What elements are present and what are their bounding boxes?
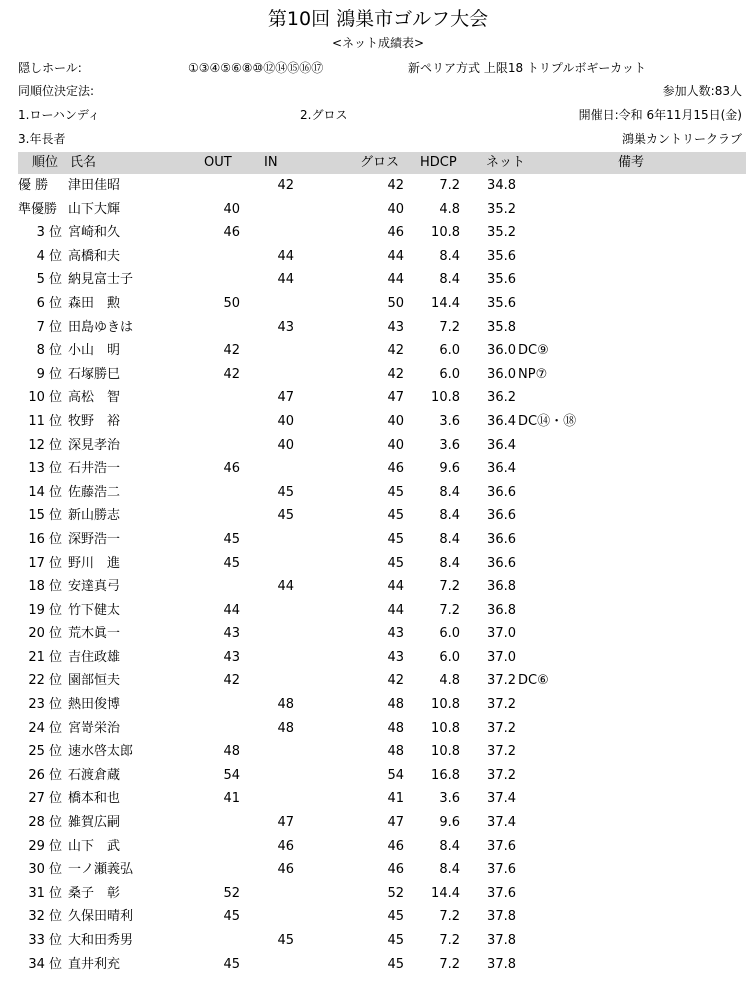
rank-cell: 13 位 bbox=[28, 461, 62, 477]
name-cell: 宮嵜栄治 bbox=[68, 720, 121, 736]
net-score-cell: 36.6 bbox=[487, 531, 516, 547]
rank-cell: 19 位 bbox=[28, 602, 62, 618]
table-row bbox=[18, 575, 746, 599]
net-score-cell: 36.8 bbox=[487, 602, 516, 618]
out-score-cell: 43 bbox=[223, 649, 240, 665]
table-row bbox=[18, 174, 746, 198]
gross-score-cell: 45 bbox=[387, 531, 404, 547]
gross-score-cell: 52 bbox=[387, 885, 404, 901]
name-cell: 高橋和夫 bbox=[68, 248, 121, 264]
header-out: OUT bbox=[204, 155, 232, 170]
name-cell: 荒木眞一 bbox=[68, 626, 121, 642]
rank-cell: 9 位 bbox=[36, 366, 62, 382]
gross-score-cell: 42 bbox=[387, 343, 404, 359]
in-score-cell: 44 bbox=[277, 272, 294, 288]
in-score-cell: 45 bbox=[277, 484, 294, 500]
hdcp-cell: 6.0 bbox=[439, 343, 460, 359]
net-score-cell: 37.2 bbox=[487, 767, 516, 783]
gross-score-cell: 40 bbox=[387, 413, 404, 429]
hdcp-cell: 8.4 bbox=[439, 862, 460, 878]
in-score-cell: 47 bbox=[277, 390, 294, 406]
rank-cell: 10 位 bbox=[28, 390, 62, 406]
rank-cell: 準優勝 bbox=[18, 201, 58, 217]
gross-score-cell: 48 bbox=[387, 744, 404, 760]
header-net: ネット bbox=[486, 155, 526, 170]
net-score-cell: 37.6 bbox=[487, 885, 516, 901]
venue-name: 鴻巣カントリークラブ bbox=[621, 132, 742, 146]
net-score-cell: 35.6 bbox=[487, 248, 516, 264]
net-score-cell: 36.0 bbox=[487, 343, 516, 359]
in-score-cell: 45 bbox=[277, 933, 294, 948]
table-row bbox=[18, 599, 746, 623]
note-cell: DC⑭・⑱ bbox=[518, 413, 577, 429]
net-score-cell: 36.6 bbox=[487, 555, 516, 571]
gross-score-cell: 44 bbox=[387, 579, 404, 595]
in-score-cell: 44 bbox=[277, 579, 294, 595]
in-score-cell: 48 bbox=[277, 720, 294, 736]
table-row bbox=[18, 481, 746, 505]
name-cell: 津田佳昭 bbox=[68, 178, 121, 193]
hdcp-cell: 8.4 bbox=[439, 508, 460, 524]
table-row bbox=[18, 953, 746, 977]
gross-score-cell: 44 bbox=[387, 602, 404, 618]
name-cell: 直井利充 bbox=[68, 956, 121, 972]
out-score-cell: 43 bbox=[223, 626, 240, 642]
net-score-cell: 37.6 bbox=[487, 838, 516, 854]
net-score-cell: 35.2 bbox=[487, 225, 516, 241]
out-score-cell: 45 bbox=[223, 531, 240, 547]
name-cell: 石井浩一 bbox=[68, 461, 121, 477]
note-cell: NP⑦ bbox=[518, 366, 548, 382]
rank-cell: 26 位 bbox=[28, 767, 62, 783]
hidden-holes-label: 隠しホール: bbox=[18, 61, 82, 75]
table-row bbox=[18, 410, 746, 434]
table-row bbox=[18, 882, 746, 906]
name-cell: 野川 進 bbox=[68, 555, 121, 571]
table-row bbox=[18, 717, 746, 741]
gross-score-cell: 54 bbox=[387, 767, 404, 783]
name-cell: 速水啓太郎 bbox=[68, 744, 134, 760]
page-title: 第10回 鴻巣市ゴルフ大会 bbox=[267, 8, 489, 30]
scoring-method: 新ペリア方式 上限18 トリプルボギーカット bbox=[408, 61, 647, 75]
net-score-cell: 36.0 bbox=[487, 366, 516, 382]
rank-cell: 7 位 bbox=[36, 319, 62, 335]
table-row bbox=[18, 764, 746, 788]
net-score-cell: 35.6 bbox=[487, 272, 516, 288]
tiebreak-label: 同順位決定法: bbox=[18, 84, 95, 98]
table-row bbox=[18, 268, 746, 292]
hdcp-cell: 8.4 bbox=[439, 531, 460, 547]
hdcp-cell: 10.8 bbox=[431, 225, 460, 241]
name-cell: 吉住政雄 bbox=[68, 649, 121, 665]
table-row bbox=[18, 905, 746, 929]
table-row bbox=[18, 386, 746, 410]
net-score-cell: 37.8 bbox=[487, 933, 516, 948]
rank-cell: 31 位 bbox=[28, 885, 62, 901]
hdcp-cell: 7.2 bbox=[439, 178, 460, 193]
name-cell: 竹下健太 bbox=[68, 602, 121, 618]
name-cell: 橋本和也 bbox=[68, 791, 121, 807]
name-cell: 深野浩一 bbox=[68, 531, 121, 547]
hdcp-cell: 3.6 bbox=[439, 791, 460, 807]
gross-score-cell: 40 bbox=[387, 437, 404, 453]
net-score-cell: 34.8 bbox=[487, 178, 516, 193]
in-score-cell: 42 bbox=[277, 178, 294, 193]
name-cell: 安達真弓 bbox=[68, 579, 121, 595]
out-score-cell: 48 bbox=[223, 744, 240, 760]
tiebreak-rule-3: 3.年長者 bbox=[18, 132, 66, 146]
table-header bbox=[18, 152, 746, 174]
table-row bbox=[18, 929, 746, 953]
net-score-cell: 37.0 bbox=[487, 626, 516, 642]
hdcp-cell: 10.8 bbox=[431, 744, 460, 760]
net-score-cell: 36.8 bbox=[487, 579, 516, 595]
in-score-cell: 47 bbox=[277, 815, 294, 831]
rank-cell: 24 位 bbox=[28, 720, 62, 736]
hdcp-cell: 8.4 bbox=[439, 484, 460, 500]
name-cell: 園部恒夫 bbox=[68, 673, 121, 689]
rank-cell: 32 位 bbox=[28, 909, 62, 925]
gross-score-cell: 44 bbox=[387, 248, 404, 264]
name-cell: 新山勝志 bbox=[68, 508, 121, 524]
gross-score-cell: 45 bbox=[387, 555, 404, 571]
hdcp-cell: 7.2 bbox=[439, 602, 460, 618]
gross-score-cell: 45 bbox=[387, 956, 404, 972]
table-row bbox=[18, 740, 746, 764]
table-row bbox=[18, 457, 746, 481]
out-score-cell: 42 bbox=[223, 673, 240, 689]
out-score-cell: 45 bbox=[223, 909, 240, 925]
table-row bbox=[18, 552, 746, 576]
in-score-cell: 40 bbox=[277, 413, 294, 429]
hdcp-cell: 10.8 bbox=[431, 697, 460, 713]
gross-score-cell: 46 bbox=[387, 862, 404, 878]
rank-cell: 30 位 bbox=[28, 862, 62, 878]
rank-cell: 20 位 bbox=[28, 626, 62, 642]
net-score-cell: 35.2 bbox=[487, 201, 516, 217]
hdcp-cell: 7.2 bbox=[439, 579, 460, 595]
hdcp-cell: 7.2 bbox=[439, 956, 460, 972]
out-score-cell: 42 bbox=[223, 343, 240, 359]
hdcp-cell: 8.4 bbox=[439, 838, 460, 854]
note-cell: DC⑨ bbox=[518, 343, 549, 359]
net-score-cell: 36.4 bbox=[487, 413, 516, 429]
table-row bbox=[18, 811, 746, 835]
gross-score-cell: 48 bbox=[387, 697, 404, 713]
in-score-cell: 45 bbox=[277, 508, 294, 524]
in-score-cell: 40 bbox=[277, 437, 294, 453]
net-score-cell: 36.6 bbox=[487, 508, 516, 524]
name-cell: 宮崎和久 bbox=[68, 225, 121, 241]
hdcp-cell: 7.2 bbox=[439, 909, 460, 925]
hdcp-cell: 3.6 bbox=[439, 437, 460, 453]
name-cell: 山下大輝 bbox=[68, 201, 121, 217]
header-in: IN bbox=[264, 155, 278, 170]
name-cell: 石渡倉蔵 bbox=[68, 767, 121, 783]
tiebreak-rule-2: 2.グロス bbox=[300, 108, 348, 122]
table-row bbox=[18, 669, 746, 693]
in-score-cell: 44 bbox=[277, 248, 294, 264]
note-cell: DC⑥ bbox=[518, 673, 549, 689]
name-cell: 納見富士子 bbox=[68, 272, 134, 288]
header-name: 氏名 bbox=[70, 155, 97, 170]
net-score-cell: 37.0 bbox=[487, 649, 516, 665]
rank-cell: 4 位 bbox=[36, 248, 62, 264]
net-score-cell: 36.4 bbox=[487, 437, 516, 453]
results-table bbox=[18, 152, 746, 976]
net-score-cell: 35.8 bbox=[487, 319, 516, 335]
participants-count: 参加人数:83人 bbox=[662, 84, 742, 98]
gross-score-cell: 45 bbox=[387, 484, 404, 500]
gross-score-cell: 46 bbox=[387, 225, 404, 241]
out-score-cell: 54 bbox=[223, 767, 240, 783]
table-row bbox=[18, 434, 746, 458]
name-cell: 大和田秀男 bbox=[68, 933, 134, 948]
gross-score-cell: 43 bbox=[387, 649, 404, 665]
table-row bbox=[18, 787, 746, 811]
gross-score-cell: 43 bbox=[387, 626, 404, 642]
out-score-cell: 44 bbox=[223, 602, 240, 618]
gross-score-cell: 45 bbox=[387, 933, 404, 948]
in-score-cell: 46 bbox=[277, 838, 294, 854]
gross-score-cell: 43 bbox=[387, 319, 404, 335]
out-score-cell: 42 bbox=[223, 366, 240, 382]
name-cell: 田島ゆきは bbox=[68, 319, 134, 335]
net-score-cell: 36.4 bbox=[487, 461, 516, 477]
gross-score-cell: 42 bbox=[387, 366, 404, 382]
hdcp-cell: 10.8 bbox=[431, 390, 460, 406]
name-cell: 深見孝治 bbox=[68, 437, 121, 453]
name-cell: 牧野 裕 bbox=[68, 413, 121, 429]
gross-score-cell: 45 bbox=[387, 909, 404, 925]
net-score-cell: 37.2 bbox=[487, 720, 516, 736]
net-score-cell: 36.6 bbox=[487, 484, 516, 500]
rank-cell: 27 位 bbox=[28, 791, 62, 807]
rank-cell: 34 位 bbox=[28, 956, 62, 972]
name-cell: 雑賀広嗣 bbox=[68, 815, 121, 831]
rank-cell: 8 位 bbox=[36, 343, 62, 359]
out-score-cell: 45 bbox=[223, 956, 240, 972]
gross-score-cell: 42 bbox=[387, 673, 404, 689]
name-cell: 久保田晴利 bbox=[68, 909, 134, 925]
name-cell: 森田 勲 bbox=[68, 295, 121, 311]
rank-cell: 優 勝 bbox=[18, 178, 49, 193]
rank-cell: 14 位 bbox=[28, 484, 62, 500]
table-row bbox=[18, 316, 746, 340]
hdcp-cell: 14.4 bbox=[431, 885, 460, 901]
hdcp-cell: 8.4 bbox=[439, 248, 460, 264]
name-cell: 高松 智 bbox=[68, 390, 121, 406]
table-row bbox=[18, 693, 746, 717]
table-row bbox=[18, 339, 746, 363]
table-row bbox=[18, 835, 746, 859]
gross-score-cell: 50 bbox=[387, 295, 404, 311]
rank-cell: 15 位 bbox=[28, 508, 62, 524]
gross-score-cell: 44 bbox=[387, 272, 404, 288]
hdcp-cell: 3.6 bbox=[439, 413, 460, 429]
rank-cell: 18 位 bbox=[28, 579, 62, 595]
hdcp-cell: 7.2 bbox=[439, 933, 460, 948]
gross-score-cell: 41 bbox=[387, 791, 404, 807]
event-date: 開催日:令和 6年11月15日(金) bbox=[578, 108, 742, 122]
name-cell: 佐藤浩二 bbox=[68, 484, 121, 500]
header-gross: グロス bbox=[360, 155, 400, 170]
out-score-cell: 50 bbox=[223, 295, 240, 311]
gross-score-cell: 42 bbox=[387, 178, 404, 193]
name-cell: 熱田俊博 bbox=[68, 697, 121, 713]
gross-score-cell: 45 bbox=[387, 508, 404, 524]
in-score-cell: 46 bbox=[277, 862, 294, 878]
name-cell: 山下 武 bbox=[68, 838, 121, 854]
rank-cell: 28 位 bbox=[28, 815, 62, 831]
table-row bbox=[18, 528, 746, 552]
gross-score-cell: 48 bbox=[387, 720, 404, 736]
rank-cell: 11 位 bbox=[28, 413, 62, 429]
hdcp-cell: 6.0 bbox=[439, 626, 460, 642]
table-row bbox=[18, 858, 746, 882]
net-score-cell: 37.6 bbox=[487, 862, 516, 878]
name-cell: 一ノ瀬義弘 bbox=[68, 862, 134, 878]
rank-cell: 12 位 bbox=[28, 437, 62, 453]
rank-cell: 25 位 bbox=[28, 744, 62, 760]
hdcp-cell: 4.8 bbox=[439, 201, 460, 217]
rank-cell: 6 位 bbox=[36, 295, 62, 311]
table-row bbox=[18, 198, 746, 222]
gross-score-cell: 46 bbox=[387, 838, 404, 854]
hdcp-cell: 4.8 bbox=[439, 673, 460, 689]
table-row bbox=[18, 221, 746, 245]
table-row bbox=[18, 292, 746, 316]
net-score-cell: 35.6 bbox=[487, 295, 516, 311]
net-score-cell: 37.8 bbox=[487, 909, 516, 925]
hdcp-cell: 10.8 bbox=[431, 720, 460, 736]
hdcp-cell: 7.2 bbox=[439, 319, 460, 335]
name-cell: 石塚勝巳 bbox=[68, 366, 121, 382]
hdcp-cell: 6.0 bbox=[439, 366, 460, 382]
page-subtitle: <ネット成績表> bbox=[331, 36, 425, 50]
gross-score-cell: 47 bbox=[387, 815, 404, 831]
rank-cell: 22 位 bbox=[28, 673, 62, 689]
rank-cell: 5 位 bbox=[36, 272, 62, 288]
in-score-cell: 48 bbox=[277, 697, 294, 713]
out-score-cell: 40 bbox=[223, 201, 240, 217]
rank-cell: 21 位 bbox=[28, 649, 62, 665]
net-score-cell: 37.2 bbox=[487, 697, 516, 713]
rank-cell: 3 位 bbox=[36, 225, 62, 241]
out-score-cell: 52 bbox=[223, 885, 240, 901]
net-score-cell: 37.2 bbox=[487, 673, 516, 689]
hidden-holes-value: ①③④⑤⑥⑧⑩⑫⑭⑮⑯⑰ bbox=[188, 61, 324, 75]
hdcp-cell: 8.4 bbox=[439, 555, 460, 571]
table-row bbox=[18, 646, 746, 670]
gross-score-cell: 46 bbox=[387, 461, 404, 477]
gross-score-cell: 40 bbox=[387, 201, 404, 217]
table-row bbox=[18, 363, 746, 387]
hdcp-cell: 14.4 bbox=[431, 295, 460, 311]
gross-score-cell: 47 bbox=[387, 390, 404, 406]
header-rank: 順位 bbox=[32, 155, 59, 170]
table-body bbox=[18, 174, 746, 976]
header-note: 備考 bbox=[618, 155, 645, 170]
rank-cell: 29 位 bbox=[28, 838, 62, 854]
table-row bbox=[18, 245, 746, 269]
hdcp-cell: 6.0 bbox=[439, 649, 460, 665]
name-cell: 小山 明 bbox=[68, 343, 121, 359]
rank-cell: 23 位 bbox=[28, 697, 62, 713]
name-cell: 桑子 彰 bbox=[68, 885, 121, 901]
net-score-cell: 37.4 bbox=[487, 815, 516, 831]
rank-cell: 17 位 bbox=[28, 555, 62, 571]
net-score-cell: 37.2 bbox=[487, 744, 516, 760]
net-score-cell: 37.4 bbox=[487, 791, 516, 807]
table-row bbox=[18, 622, 746, 646]
out-score-cell: 46 bbox=[223, 461, 240, 477]
hdcp-cell: 16.8 bbox=[431, 767, 460, 783]
table-row bbox=[18, 504, 746, 528]
hdcp-cell: 8.4 bbox=[439, 272, 460, 288]
net-score-cell: 37.8 bbox=[487, 956, 516, 972]
hdcp-cell: 9.6 bbox=[439, 461, 460, 477]
rank-cell: 33 位 bbox=[28, 933, 62, 948]
out-score-cell: 46 bbox=[223, 225, 240, 241]
out-score-cell: 41 bbox=[223, 791, 240, 807]
header-hdcp: HDCP bbox=[420, 155, 457, 170]
rank-cell: 16 位 bbox=[28, 531, 62, 547]
hdcp-cell: 9.6 bbox=[439, 815, 460, 831]
in-score-cell: 43 bbox=[277, 319, 294, 335]
out-score-cell: 45 bbox=[223, 555, 240, 571]
net-score-cell: 36.2 bbox=[487, 390, 516, 406]
tiebreak-rule-1: 1.ローハンディ bbox=[18, 108, 100, 122]
